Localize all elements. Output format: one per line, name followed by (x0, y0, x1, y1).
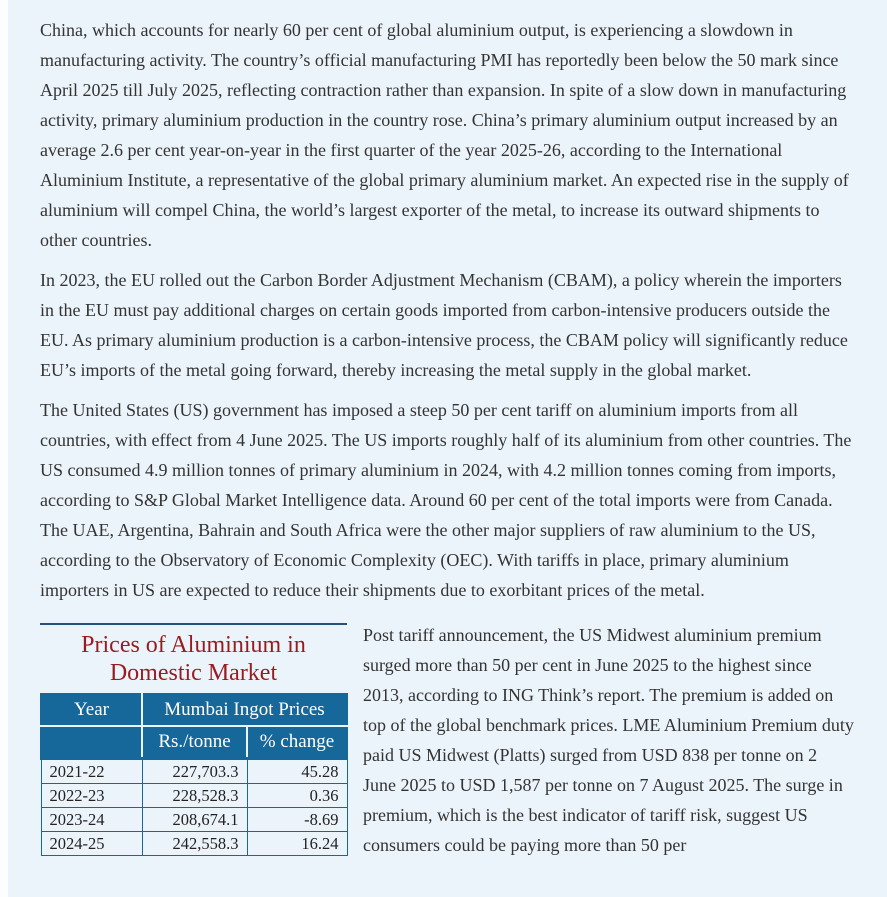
cell-change: 0.36 (247, 784, 347, 808)
column-header-blank (41, 726, 142, 759)
table-row (41, 784, 347, 808)
table-row (41, 759, 347, 784)
paragraph-midwest-premium: Post tariff announcement, the US Midwest aluminium premium surged more than 50 per cent in June 2025 to the highest since 2013, according to ING Think’s report. The premium is added on top of the global benchmark prices. LME Aluminium Premium duty paid US Midwest (Platts) surged from USD 838 per tonne on 2 June 2025 to USD 1,587 per tonne on 7 August 2025. The surge in premium, which is the best indicator of tariff risk, suggest US consumers could be paying more than 50 per (363, 625, 854, 855)
table-row (41, 832, 347, 856)
column-header-year: Year (41, 694, 142, 726)
table-and-text-section (40, 620, 854, 870)
cell-change: -8.69 (247, 808, 347, 832)
paragraph-china-slowdown: China, which accounts for nearly 60 per cent of global aluminium output, is experiencing a slowdown in manufacturing activity. The country’s official manufacturing PMI has reportedly been below the 50 mark since April 2025 till July 2025, reflecting contraction rather than expansion. In spite of a slow down in manufacturing activity, primary aluminium production in the country rose. China’s primary aluminium output increased by an average 2.6 per cent year-on-year in the first quarter of the year 2025-26, according to the International Aluminium Institute, a representative of the global primary aluminium market. An expected rise in the supply of aluminium will compel China, the world’s largest exporter of the metal, to increase its outward shipments to other countries. (40, 20, 849, 250)
cell-year: 2023-24 (41, 808, 142, 832)
table-row (41, 808, 347, 832)
column-header-mumbai-ingot-prices: Mumbai Ingot Prices (142, 694, 347, 726)
price-table-title: Prices of Aluminium in Domestic Market (81, 632, 306, 686)
table-header-row-2 (41, 726, 347, 759)
cell-price: 228,528.3 (142, 784, 247, 808)
column-header-rs-per-tonne: Rs./tonne (142, 726, 247, 759)
cell-price: 227,703.3 (142, 759, 247, 784)
cell-year: 2022-23 (41, 784, 142, 808)
price-table (40, 693, 348, 856)
paragraph-us-tariff: The United States (US) government has imposed a steep 50 per cent tariff on aluminium imports from all countries, with effect from 4 June 2025. The US imports roughly half of its aluminium from other countries. The US consumed 4.9 million tonnes of primary aluminium in 2024, with 4.2 million tonnes coming from imports, according to S&P Global Market Intelligence data. Around 60 per cent of the total imports were from Canada. The UAE, Argentina, Bahrain and South Africa were the other major suppliers of raw aluminium to the US, according to the Observatory of Economic Complexity (OEC). With tariffs in place, primary aluminium importers in US are expected to reduce their shipments due to exorbitant prices of the metal. (40, 400, 852, 600)
column-header-percent-change: % change (247, 726, 347, 759)
cell-change: 16.24 (247, 832, 347, 856)
price-table-figure (40, 623, 347, 856)
table-header-row-1 (41, 694, 347, 726)
page-left-edge (0, 0, 8, 897)
cell-price: 208,674.1 (142, 808, 247, 832)
cell-price: 242,558.3 (142, 832, 247, 856)
cell-change: 45.28 (247, 759, 347, 784)
cell-year: 2024-25 (41, 832, 142, 856)
paragraph-eu-cbam: In 2023, the EU rolled out the Carbon Border Adjustment Mechanism (CBAM), a policy wherein the importers in the EU must pay additional charges on certain goods imported from carbon-intensive producers outside the EU. As primary aluminium production is a carbon-intensive process, the CBAM policy will significantly reduce EU’s imports of the metal going forward, thereby increasing the metal supply in the global market. (40, 270, 848, 380)
cell-year: 2021-22 (41, 759, 142, 784)
